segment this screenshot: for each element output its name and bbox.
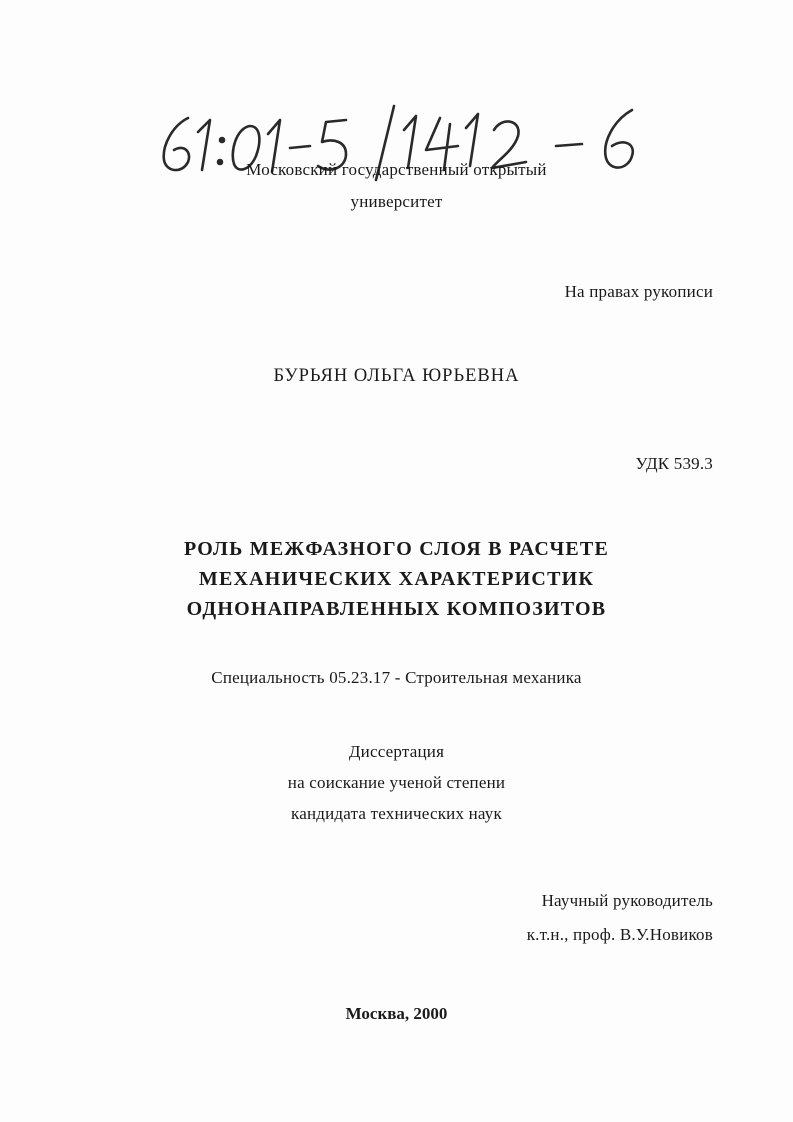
institution-name: Московский государственный открытый (246, 160, 547, 179)
author-name (0, 366, 793, 387)
title-line-2: МЕХАНИЧЕСКИХ ХАРАКТЕРИСТИК (198, 568, 595, 590)
specialty (0, 668, 793, 688)
udc-text: УДК 539.3 (635, 454, 713, 473)
supervisor-label: Научный руководитель (541, 891, 713, 910)
supervisor-block (527, 884, 713, 952)
dissertation-block (0, 736, 793, 829)
author-name-text: БУРЬЯН ОЛЬГА ЮРЬЕВНА (273, 366, 520, 386)
institution-line-1 (0, 160, 793, 180)
rights-note (565, 282, 713, 302)
specialty-text: Специальность 05.23.17 - Строительная механика (211, 668, 582, 687)
title-line-3: ОДНОНАПРАВЛЕННЫХ КОМПОЗИТОВ (186, 598, 607, 620)
title-line-1: РОЛЬ МЕЖФАЗНОГО СЛОЯ В РАСЧЕТЕ (183, 538, 610, 560)
udc-code (635, 454, 713, 474)
dissertation-line-3: кандидата технических наук (291, 804, 502, 823)
city-year (0, 1004, 793, 1024)
institution-line-2 (0, 192, 793, 212)
dissertation-line-1: Диссертация (348, 742, 445, 761)
institution-name-cont: университет (350, 192, 443, 211)
dissertation-line-2: на соискание ученой степени (287, 773, 506, 792)
city-year-text: Москва, 2000 (345, 1004, 448, 1023)
thesis-title (0, 534, 793, 624)
rights-note-text: На правах рукописи (564, 282, 713, 301)
supervisor-name: к.т.н., проф. В.У.Новиков (526, 925, 713, 944)
